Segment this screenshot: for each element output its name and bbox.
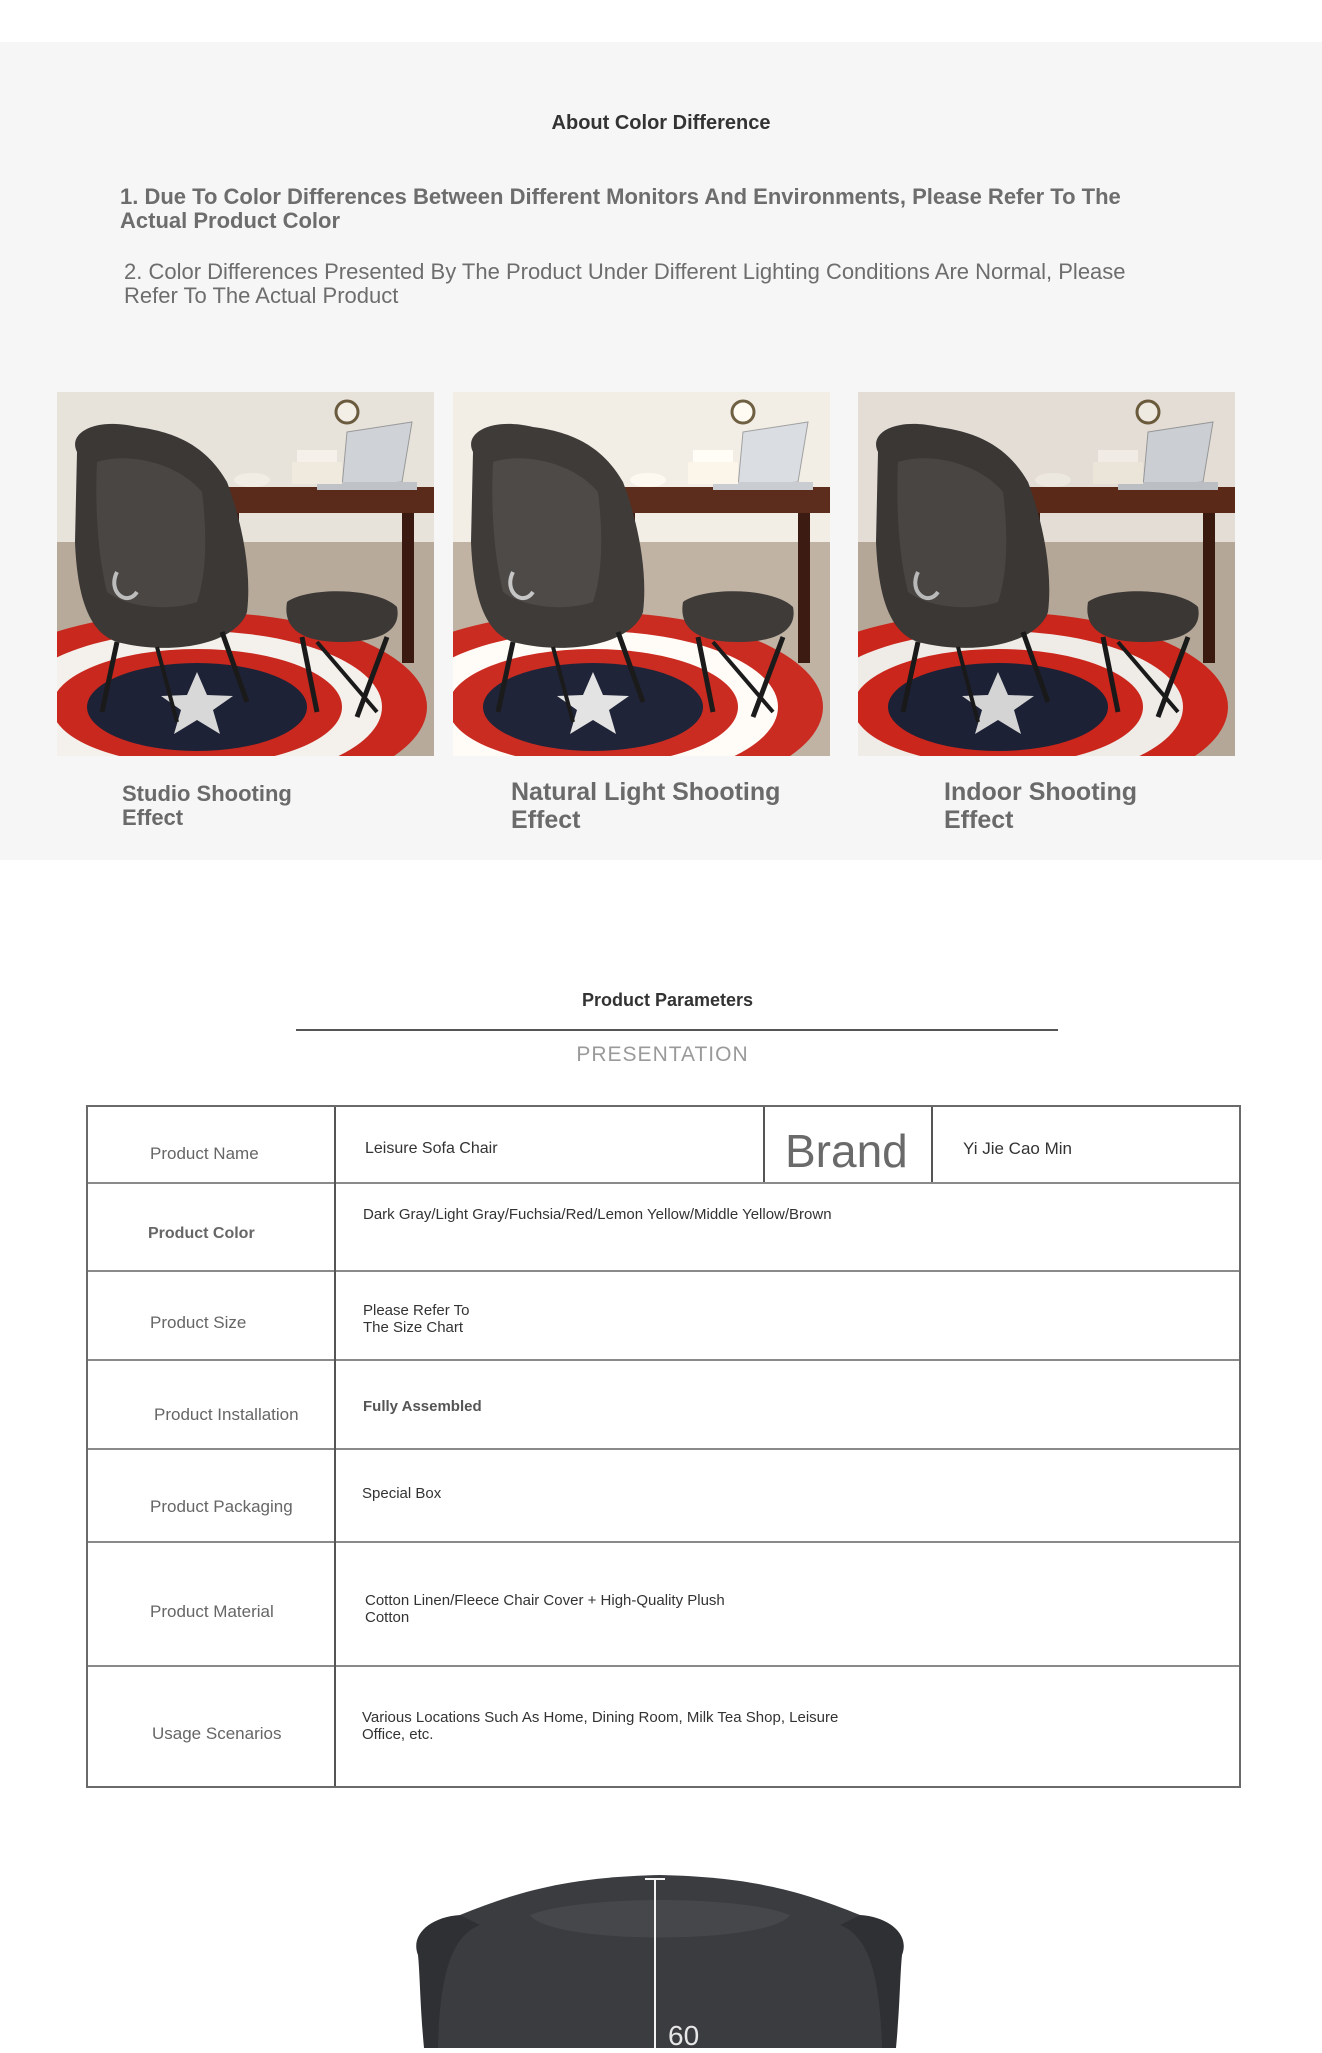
parameters-title: Product Parameters xyxy=(581,990,754,1010)
natural-light-photo xyxy=(453,392,830,756)
parameters-table xyxy=(86,1105,1241,1788)
studio-shooting-photo xyxy=(57,392,434,756)
product-name-value: Leisure Sofa Chair xyxy=(365,1140,498,1157)
dimension-label: 60 xyxy=(668,2020,700,2048)
chair-illustration xyxy=(400,1855,920,2048)
table-column-divider xyxy=(931,1107,933,1182)
usage-scenarios-label: Usage Scenarios xyxy=(152,1724,282,1743)
table-row-divider xyxy=(88,1182,1239,1184)
product-color-value: Dark Gray/Light Gray/Fuchsia/Red/Lemon Yellow/Middle Yellow/Brown xyxy=(363,1206,832,1223)
color-difference-title: About Color Difference xyxy=(551,112,771,134)
product-size-image xyxy=(400,1855,920,2048)
table-row-divider xyxy=(88,1541,1239,1543)
caption-studio: Studio Shooting Effect xyxy=(122,781,292,830)
product-material-value: Cotton Linen/Fleece Chair Cover + High-Quality Plush Cotton xyxy=(365,1592,725,1626)
product-size-value: Please Refer To The Size Chart xyxy=(363,1302,470,1336)
product-packaging-value: Special Box xyxy=(362,1485,442,1502)
product-packaging-label: Product Packaging xyxy=(150,1497,293,1516)
product-size-label: Product Size xyxy=(150,1313,247,1332)
divider xyxy=(296,1029,1058,1031)
color-note-2: 2. Color Differences Presented By The Product Under Different Lighting Conditions Are Normal, Please Refer To The Actual Product xyxy=(124,259,1126,308)
product-installation-label: Product Installation xyxy=(154,1405,299,1424)
chair-scene xyxy=(57,392,434,756)
product-installation-value: Fully Assembled xyxy=(363,1398,482,1415)
product-name-label: Product Name xyxy=(150,1144,259,1163)
table-row-divider xyxy=(88,1448,1239,1450)
product-material-label: Product Material xyxy=(150,1602,274,1621)
chair-scene xyxy=(858,392,1235,756)
product-color-label: Product Color xyxy=(148,1225,255,1242)
table-row-divider xyxy=(88,1270,1239,1272)
caption-natural-light: Natural Light Shooting Effect xyxy=(511,778,781,834)
color-note-1: 1. Due To Color Differences Between Different Monitors And Environments, Please Refer To The Actual Product Color xyxy=(120,184,1121,233)
table-column-divider xyxy=(763,1107,765,1182)
brand-value: Yi Jie Cao Min xyxy=(963,1139,1072,1158)
usage-scenarios-value: Various Locations Such As Home, Dining Room, Milk Tea Shop, Leisure Office, etc. xyxy=(362,1709,839,1743)
table-row-divider xyxy=(88,1665,1239,1667)
caption-indoor: Indoor Shooting Effect xyxy=(944,778,1138,834)
brand-label: Brand xyxy=(785,1125,908,1177)
chair-scene xyxy=(453,392,830,756)
indoor-shooting-photo xyxy=(858,392,1235,756)
table-row-divider xyxy=(88,1359,1239,1361)
table-column-divider xyxy=(334,1107,336,1786)
parameters-subtitle: PRESENTATION xyxy=(576,1043,749,1066)
